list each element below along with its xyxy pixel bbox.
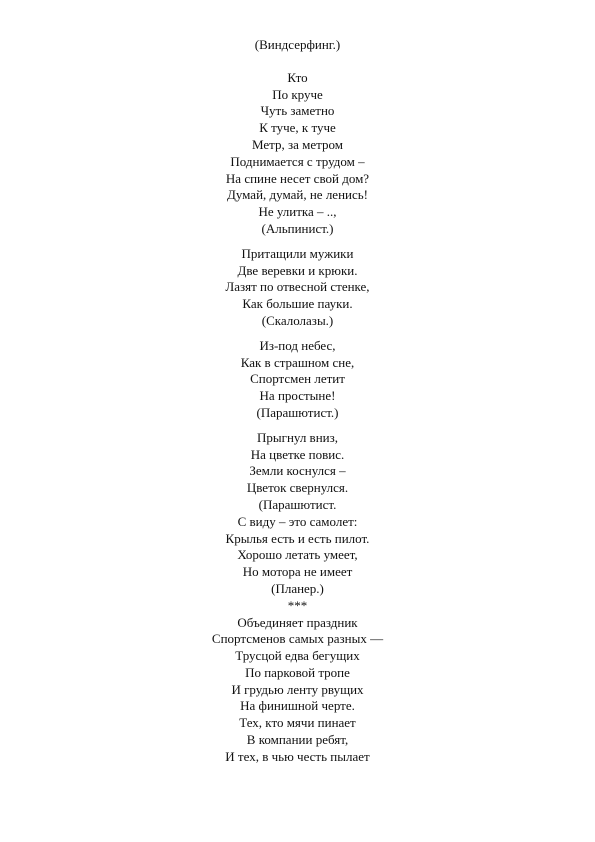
- stanza-final: [0, 430, 595, 766]
- text-line: На спине несет свой дом?: [225, 170, 370, 186]
- text-line: Поднимается с трудом –: [230, 153, 365, 169]
- text-line: (Планер.): [271, 580, 324, 596]
- text-line: Прыгнул вниз,: [256, 429, 338, 445]
- text-line: (Парашютист.: [258, 496, 337, 512]
- text-line: Две веревки и крюки.: [237, 262, 358, 278]
- stanza-climbers: [0, 246, 595, 330]
- text-line: Из-под небес,: [259, 337, 336, 353]
- text-line: Метр, за метром: [252, 136, 343, 152]
- text-line: Но мотора не имеет: [242, 564, 353, 580]
- text-line: Цветок свернулся.: [246, 480, 349, 496]
- stanza-spacer: [0, 422, 595, 430]
- text-line: Кто: [287, 69, 308, 85]
- text-line: Как большие пауки.: [242, 296, 353, 312]
- poem-text: [0, 37, 595, 766]
- text-line: Объединяет праздник: [237, 614, 358, 630]
- text-line: (Парашютист.): [256, 404, 339, 420]
- text-line: (Скалолазы.): [261, 312, 334, 328]
- text-line: С виду – это самолет:: [237, 513, 358, 529]
- text-line: Хорошо летать умеет,: [237, 547, 358, 563]
- text-line: Притащили мужики: [241, 245, 354, 261]
- text-line: Как в страшном сне,: [240, 354, 355, 370]
- text-line: По круче: [272, 86, 323, 102]
- text-line: На финишной черте.: [240, 698, 355, 714]
- text-line: На цветке повис.: [250, 446, 345, 462]
- text-line: По парковой тропе: [245, 664, 350, 680]
- text-line: Думай, думай, не ленись!: [226, 187, 369, 203]
- text-line: Спортсмен летит: [250, 371, 345, 387]
- text-line: Земли коснулся –: [249, 463, 346, 479]
- text-line: К туче, к туче: [259, 120, 336, 136]
- stanza-parachutist: [0, 338, 595, 422]
- text-line: Трусцой едва бегущих: [235, 648, 360, 664]
- text-line: Лазят по отвесной стенке,: [225, 279, 370, 295]
- text-line: В компании ребят,: [246, 732, 349, 748]
- text-line: (Виндсерфинг.): [254, 37, 341, 52]
- stanza-alpinist: [0, 70, 595, 238]
- text-line: Крылья есть и есть пилот.: [225, 530, 370, 546]
- section-separator: ***: [287, 597, 308, 613]
- stanza-windsurfing: [0, 37, 595, 54]
- text-line: Чуть заметно: [260, 103, 335, 119]
- text-line: Спортсменов самых разных —: [211, 631, 384, 647]
- text-line: Не улитка – ..,: [258, 204, 337, 220]
- stanza-spacer: [0, 54, 595, 62]
- text-line: На простыне!: [259, 388, 336, 404]
- text-line: Тех, кто мячи пинает: [239, 715, 356, 731]
- text-line: И грудью ленту рвущих: [231, 681, 364, 697]
- stanza-spacer: [0, 62, 595, 70]
- stanza-spacer: [0, 238, 595, 246]
- text-line: И тех, в чью честь пылает: [225, 748, 370, 764]
- stanza-spacer: [0, 330, 595, 338]
- text-line: (Альпинист.): [261, 220, 334, 236]
